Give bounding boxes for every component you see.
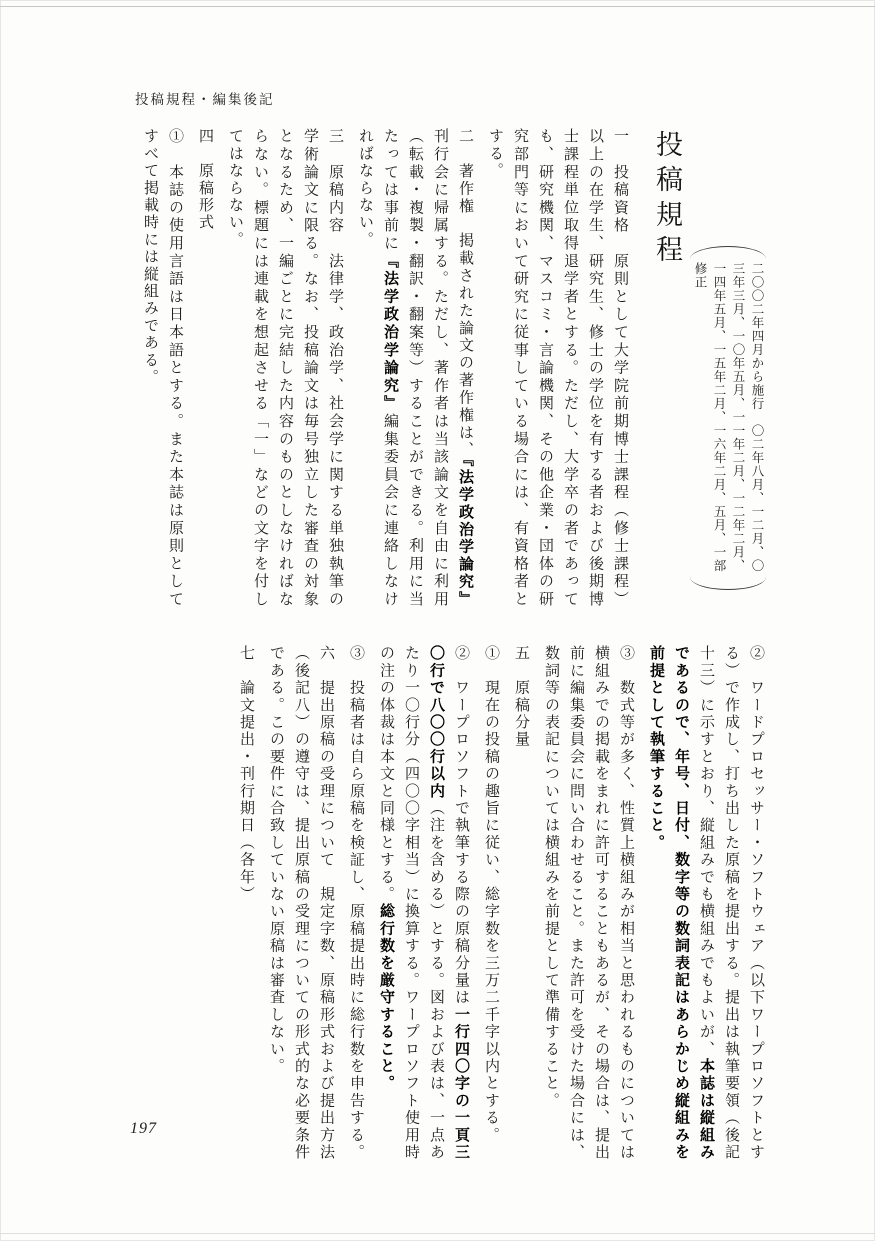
section-5-item-2 bbox=[373, 645, 473, 1161]
text-run: ② ワードプロセッサー・ソフトウェア（以下ワープロソフトとする）で作成し、打ち出した原稿を提出する。提出は執筆要領（後記十三）に示すとおり、縦組みでも横組みでもよいが、 bbox=[698, 645, 764, 1161]
revision-paren-top-icon bbox=[690, 246, 766, 259]
journal-title-run: 『法学政治学論究』 bbox=[457, 458, 473, 608]
text-run: 編集委員会に連絡しなければならない。 bbox=[357, 128, 398, 609]
section-4-item-2 bbox=[643, 645, 768, 1161]
revision-note: 二〇〇二年四月から施行 〇二年八月、一二月、〇三年三月、一〇年五月、一一年二月、一二年二月、一四年五月、一五年二月、一六年二月、五月、一部修正 bbox=[693, 262, 764, 573]
text-run: ② ワープロソフトで執筆する際の原稿分量は bbox=[453, 645, 469, 1007]
section-4-item-1: ① 本誌の使用言語は日本語とする。また本誌は原則としてすべて掲載時には縦組みである。 bbox=[142, 128, 183, 608]
running-header: 投稿規程・編集後記 bbox=[135, 92, 275, 107]
section-4-heading: 四 原稿形式 bbox=[197, 128, 213, 232]
section-6-acceptance: 六 提出原稿の受理について 規定字数、原稿形式および提出方法（後記八）の遵守は、提出原稿の受理についての形式的な必要条件である。この要件に合致していない原稿は審査しない。 bbox=[268, 645, 334, 1161]
bold-run: 総行数を厳守すること。 bbox=[378, 903, 394, 1093]
page-edge-bottom-line bbox=[0, 1233, 875, 1234]
section-5-heading: 五 原稿分量 bbox=[513, 645, 529, 749]
section-7-deadline: 七 論文提出・刊行期日（各年） bbox=[238, 645, 254, 903]
section-4-item-3: ③ 数式等が多く、性質上横組みが相当と思われるものについては横組みでの掲載をまれに許可することもあるが、その場合は、提出前に編集委員会に問い合わせること。また許可を受けた場合には、数詞等の表記については横組みを前提として準備すること。 bbox=[543, 645, 634, 1161]
text-run: 刊行会に帰属する。ただし、著作者は当該論文を自由に利用（転載・複製・翻訳・翻案等）することができる。利用に当たっては事前に bbox=[382, 128, 448, 608]
text-run: 二 著作権 掲載された論文の著作権は、 bbox=[457, 128, 473, 459]
revision-note-block bbox=[688, 246, 768, 590]
journal-title-run: 『法学政治学論究』 bbox=[382, 252, 398, 413]
section-5-item-1: ① 現在の投稿の趣旨に従い、総字数を三万二千字以内とする。 bbox=[483, 645, 499, 1144]
text-run: （注を含める）とする。図および表は、一点あたり一〇行分（四〇〇字相当）に換算する。ワープロソフト使用時の注の体裁は本文と同様とする。 bbox=[378, 645, 444, 1162]
page-number: 197 bbox=[130, 1120, 157, 1137]
section-1-eligibility: 一 投稿資格 原則として大学院前期博士課程（修士課程）以上の在学生、研究生、修士の学位を有する者および後期博士課程単位取得退学者とする。ただし、大学卒の者であっても、研究機関、マスコミ・言論機関、その他企業・団体の研究部門等において研究に従事している場合には、有資格者とする。 bbox=[487, 128, 628, 608]
bold-run: 一行四〇字の一頁三〇行で八〇〇行以内 bbox=[428, 645, 469, 1162]
rules-bottom-block bbox=[135, 645, 768, 1161]
revision-paren-bottom-icon bbox=[690, 577, 766, 590]
section-2-copyright bbox=[352, 128, 477, 608]
section-3-content: 三 原稿内容 法律学、政治学、社会学に関する単独執筆の学術論文に限る。なお、投稿論文は毎号独立した審査の対象となるため、一編ごとに完結した内容のものとしなければならない。標題には連載を想起させる「一」などの文字を付してはならない。 bbox=[227, 128, 343, 608]
section-5-item-3: ③ 投稿者は自ら原稿を検証し、原稿提出時に総行数を申告する。 bbox=[348, 645, 364, 1161]
rules-top-block bbox=[135, 128, 632, 608]
document-title: 投稿規程 bbox=[652, 130, 682, 270]
page-edge-top-line bbox=[0, 6, 875, 7]
bold-run: 本誌は縦組みであるので、年号、日付、数字等の数詞表記はあらかじめ縦組みを前提として執筆すること。 bbox=[648, 645, 714, 1162]
